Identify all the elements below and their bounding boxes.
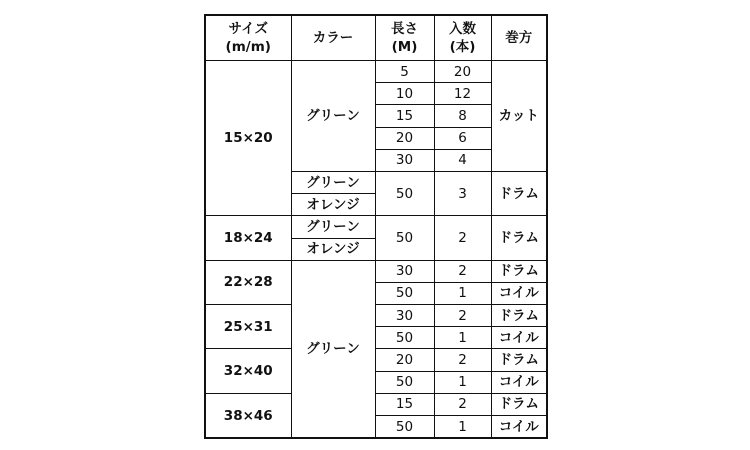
length-cell: 30 (375, 149, 434, 171)
size-cell: 22×28 (205, 260, 291, 304)
winding-cell: コイル (491, 282, 547, 304)
length-cell: 15 (375, 105, 434, 127)
winding-cell: ドラム (491, 216, 547, 260)
color-cell-orange: オレンジ (291, 238, 375, 260)
color-cell: グリーン (291, 260, 375, 438)
header-length (375, 15, 434, 61)
length-cell: 50 (375, 171, 434, 215)
qty-cell: 2 (434, 216, 491, 260)
length-cell: 50 (375, 327, 434, 349)
table-row (205, 61, 547, 83)
color-cell-orange: オレンジ (291, 194, 375, 216)
header-winding-label: 巻方 (505, 30, 533, 46)
qty-cell: 12 (434, 83, 491, 105)
header-qty-unit: (本) (449, 39, 476, 55)
winding-cell: ドラム (491, 349, 547, 371)
table-row (205, 393, 547, 415)
qty-cell: 1 (434, 282, 491, 304)
length-cell: 20 (375, 127, 434, 149)
winding-cell: ドラム (491, 393, 547, 415)
qty-cell: 6 (434, 127, 491, 149)
winding-cell: ドラム (491, 305, 547, 327)
winding-cell: ドラム (491, 171, 547, 215)
header-length-label: 長さ (391, 21, 418, 37)
header-qty-label: 入数 (449, 21, 476, 37)
header-color (291, 15, 375, 61)
length-cell: 50 (375, 216, 434, 260)
length-cell: 10 (375, 83, 434, 105)
size-cell: 25×31 (205, 305, 291, 349)
qty-cell: 1 (434, 327, 491, 349)
length-cell: 20 (375, 349, 434, 371)
winding-cell: コイル (491, 327, 547, 349)
winding-cell: ドラム (491, 260, 547, 282)
length-cell: 30 (375, 305, 434, 327)
header-qty (434, 15, 491, 61)
color-cell: グリーン (291, 61, 375, 172)
qty-cell: 2 (434, 393, 491, 415)
table-row (205, 305, 547, 327)
size-cell: 15×20 (205, 61, 291, 216)
color-cell-green: グリーン (291, 171, 375, 193)
length-cell: 50 (375, 416, 434, 439)
length-cell: 30 (375, 260, 434, 282)
size-cell: 38×46 (205, 393, 291, 438)
size-cell: 18×24 (205, 216, 291, 260)
length-cell: 15 (375, 393, 434, 415)
header-color-label: カラー (312, 30, 354, 46)
winding-cell: コイル (491, 416, 547, 439)
table-row (205, 349, 547, 371)
length-cell: 50 (375, 282, 434, 304)
qty-cell: 3 (434, 171, 491, 215)
qty-cell: 2 (434, 260, 491, 282)
spec-table (204, 14, 548, 439)
header-winding (491, 15, 547, 61)
color-cell-green: グリーン (291, 216, 375, 238)
winding-cell: カット (491, 61, 547, 172)
header-size-unit: (m/m) (225, 39, 271, 55)
length-cell: 50 (375, 371, 434, 393)
length-cell: 5 (375, 61, 434, 83)
size-cell: 32×40 (205, 349, 291, 393)
header-length-unit: (M) (391, 39, 418, 55)
qty-cell: 2 (434, 305, 491, 327)
qty-cell: 20 (434, 61, 491, 83)
qty-cell: 2 (434, 349, 491, 371)
header-size (205, 15, 291, 61)
qty-cell: 1 (434, 416, 491, 439)
header-row (205, 15, 547, 61)
table-row (205, 216, 547, 238)
table-row (205, 260, 547, 282)
winding-cell: コイル (491, 371, 547, 393)
qty-cell: 1 (434, 371, 491, 393)
qty-cell: 4 (434, 149, 491, 171)
qty-cell: 8 (434, 105, 491, 127)
header-size-label: サイズ (228, 21, 268, 37)
